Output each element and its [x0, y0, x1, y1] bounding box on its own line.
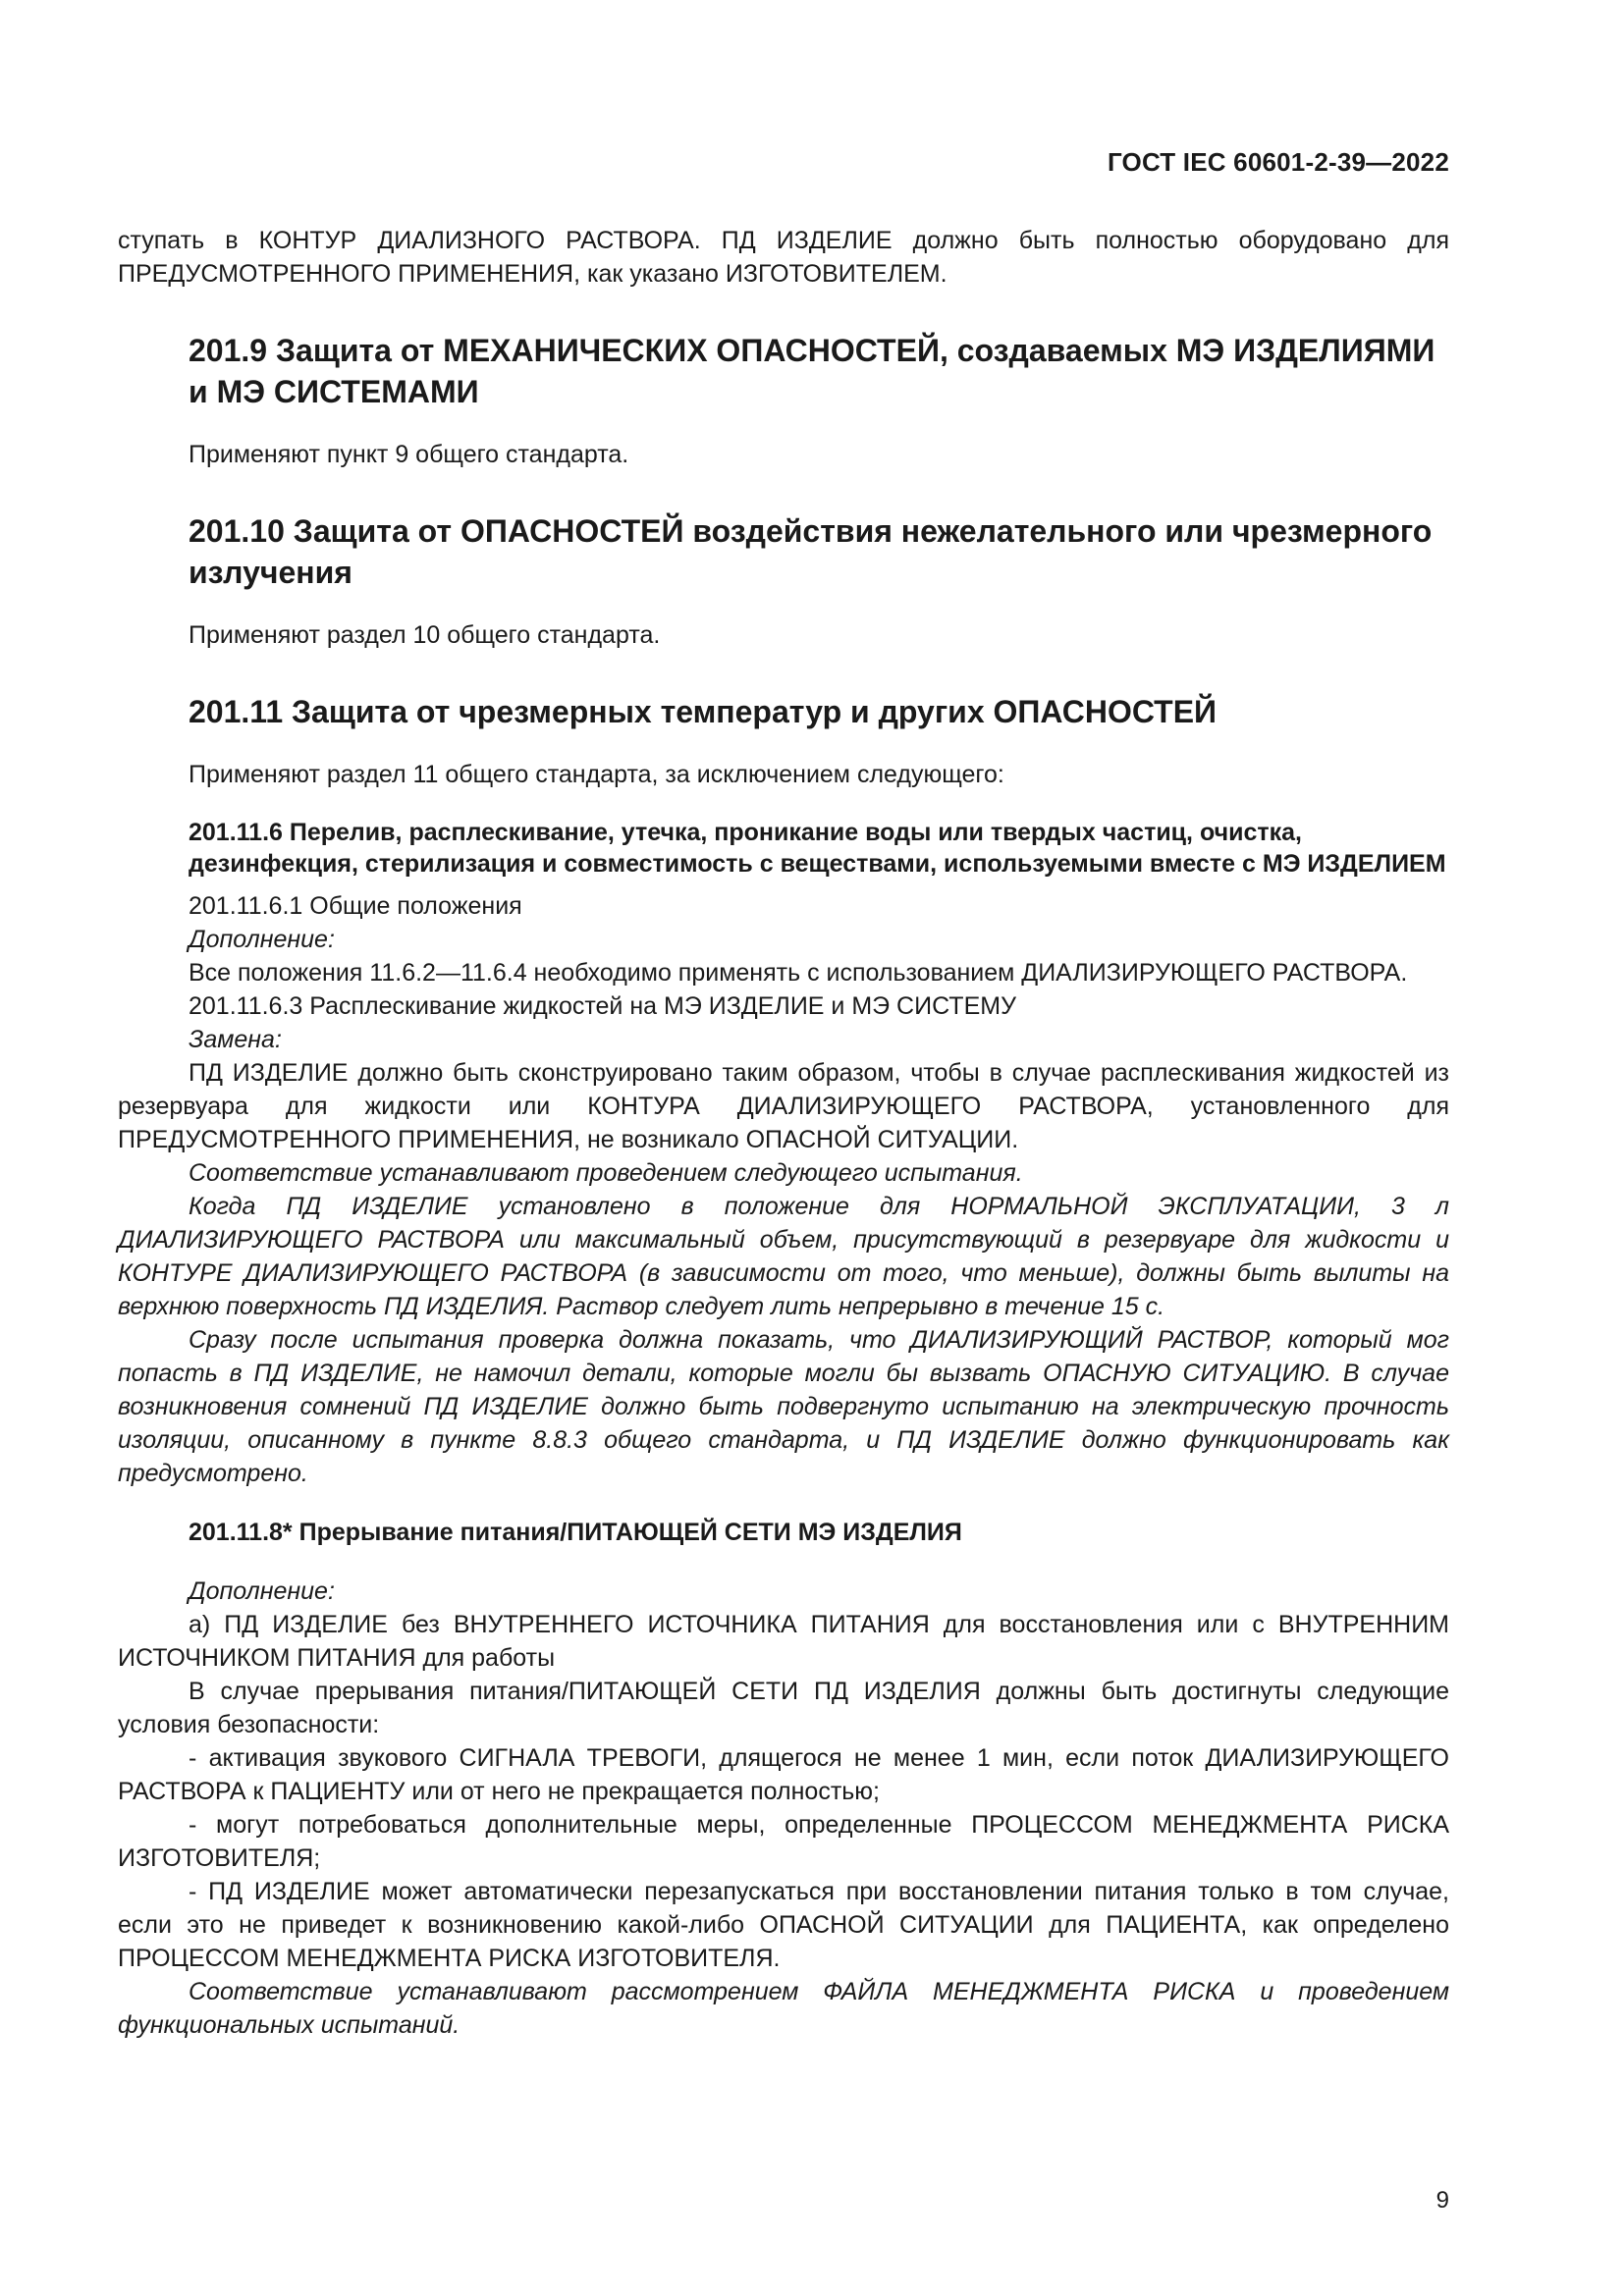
document-page [118, 0, 1449, 2296]
list-item: - ПД ИЗДЕЛИЕ может автоматически перезапускаться при восстановлении питания только в том случае, если это не приведет к возникновению какой-либо ОПАСНОЙ СИТУАЦИИ для ПАЦИЕНТА, как определено ПРОЦЕССОМ МЕНЕДЖМЕНТА РИСКА ИЗГОТОВИТЕЛЯ. [118, 1878, 1449, 1972]
clause-heading-201-11-6-1: 201.11.6.1 Общие положения [189, 892, 522, 920]
paragraph: Все положения 11.6.2—11.6.4 необходимо применять с использованием ДИАЛИЗИРУЮЩЕГО РАСТВОРА. [189, 959, 1408, 987]
paragraph: ступать в КОНТУР ДИАЛИЗНОГО РАСТВОРА. ПД ИЗДЕЛИЕ должно быть полностью оборудовано для ПРЕДУСМОТРЕННОГО ПРИМЕНЕНИЯ, как указано ИЗГОТОВИТЕЛЕМ. [118, 227, 1449, 288]
amendment-label: Дополнение: [189, 1577, 335, 1605]
paragraph: Применяют раздел 10 общего стандарта. [189, 621, 661, 649]
list-item: - могут потребоваться дополнительные меры, определенные ПРОЦЕССОМ МЕНЕДЖМЕНТА РИСКА ИЗГОТОВИТЕЛЯ; [118, 1811, 1449, 1872]
amendment-label: Замена: [189, 1026, 282, 1053]
paragraph: Применяют пункт 9 общего стандарта. [189, 441, 629, 468]
paragraph: a) ПД ИЗДЕЛИЕ без ВНУТРЕННЕГО ИСТОЧНИКА ПИТАНИЯ для восстановления или с ВНУТРЕННИМ ИСТОЧНИКОМ ПИТАНИЯ для работы [118, 1611, 1449, 1672]
test-procedure-paragraph: Сразу после испытания проверка должна показать, что ДИАЛИЗИРУЮЩИЙ РАСТВОР, который мог попасть в ПД ИЗДЕЛИЕ, не намочил детали, которые могли бы вызвать ОПАСНУЮ СИТУАЦИЮ. В случае возникновения сомнений ПД ИЗДЕЛИЕ должно быть подвергнуто испытанию на электрическую прочность изоляции, описанному в пункте 8.8.3 общего стандарта, и ПД ИЗДЕЛИЕ должно функционировать как предусмотрено. [118, 1326, 1449, 1487]
amendment-label: Дополнение: [189, 926, 335, 953]
page-content [118, 224, 1449, 2042]
clause-heading-201-11-6-3: 201.11.6.3 Расплескивание жидкостей на МЭ ИЗДЕЛИЕ и МЭ СИСТЕМУ [189, 992, 1016, 1020]
compliance-paragraph: Соответствие устанавливают рассмотрением ФАЙЛА МЕНЕДЖМЕНТА РИСКА и проведением функциональных испытаний. [118, 1978, 1449, 2039]
paragraph: В случае прерывания питания/ПИТАЮЩЕЙ СЕТИ ПД ИЗДЕЛИЯ должны быть достигнуты следующие условия безопасности: [118, 1678, 1449, 1738]
paragraph: ПД ИЗДЕЛИЕ должно быть сконструировано таким образом, чтобы в случае расплескивания жидкостей из резервуара для жидкости или КОНТУРА ДИАЛИЗИРУЮЩЕГО РАСТВОРА, установленного для ПРЕДУСМОТРЕННОГО ПРИМЕНЕНИЯ, не возникало ОПАСНОЙ СИТУАЦИИ. [118, 1059, 1449, 1153]
page-number: 9 [1435, 2187, 1449, 2214]
section-heading-201-11: 201.11 Защита от чрезмерных температур и других ОПАСНОСТЕЙ [189, 694, 1218, 729]
subsection-heading-201-11-6: 201.11.6 Перелив, расплескивание, утечка, проникание воды или твердых частиц, очистка, дезинфекция, стерилизация и совместимость с веществами, используемыми вместе с МЭ ИЗДЕЛИЕМ [189, 819, 1446, 878]
document-header: ГОСТ IEC 60601-2-39—2022 [1107, 147, 1449, 177]
section-heading-201-9: 201.9 Защита от МЕХАНИЧЕСКИХ ОПАСНОСТЕЙ, создаваемых МЭ ИЗДЕЛИЯМИ и МЭ СИСТЕМАМИ [189, 333, 1435, 409]
section-heading-201-10: 201.10 Защита от ОПАСНОСТЕЙ воздействия нежелательного или чрезмерного излучения [189, 513, 1433, 590]
paragraph: Применяют раздел 11 общего стандарта, за исключением следующего: [189, 761, 1004, 788]
list-item: - активация звукового СИГНАЛА ТРЕВОГИ, длящегося не менее 1 мин, если поток ДИАЛИЗИРУЮЩЕГО РАСТВОРА к ПАЦИЕНТУ или от него не прекращается полностью; [118, 1744, 1449, 1805]
test-procedure-paragraph: Когда ПД ИЗДЕЛИЕ установлено в положение для НОРМАЛЬНОЙ ЭКСПЛУАТАЦИИ, 3 л ДИАЛИЗИРУЮЩЕГО РАСТВОРА или максимальный объем, присутствующий в резервуаре для жидкости и КОНТУРЕ ДИАЛИЗИРУЮЩЕГО РАСТВОРА (в зависимости от того, что меньше), должны быть вылиты на верхнюю поверхность ПД ИЗДЕЛИЯ. Раствор следует лить непрерывно в течение 15 с. [118, 1193, 1449, 1320]
subsection-heading-201-11-8: 201.11.8* Прерывание питания/ПИТАЮЩЕЙ СЕТИ МЭ ИЗДЕЛИЯ [189, 1519, 962, 1546]
compliance-paragraph: Соответствие устанавливают проведением следующего испытания. [189, 1159, 1023, 1187]
